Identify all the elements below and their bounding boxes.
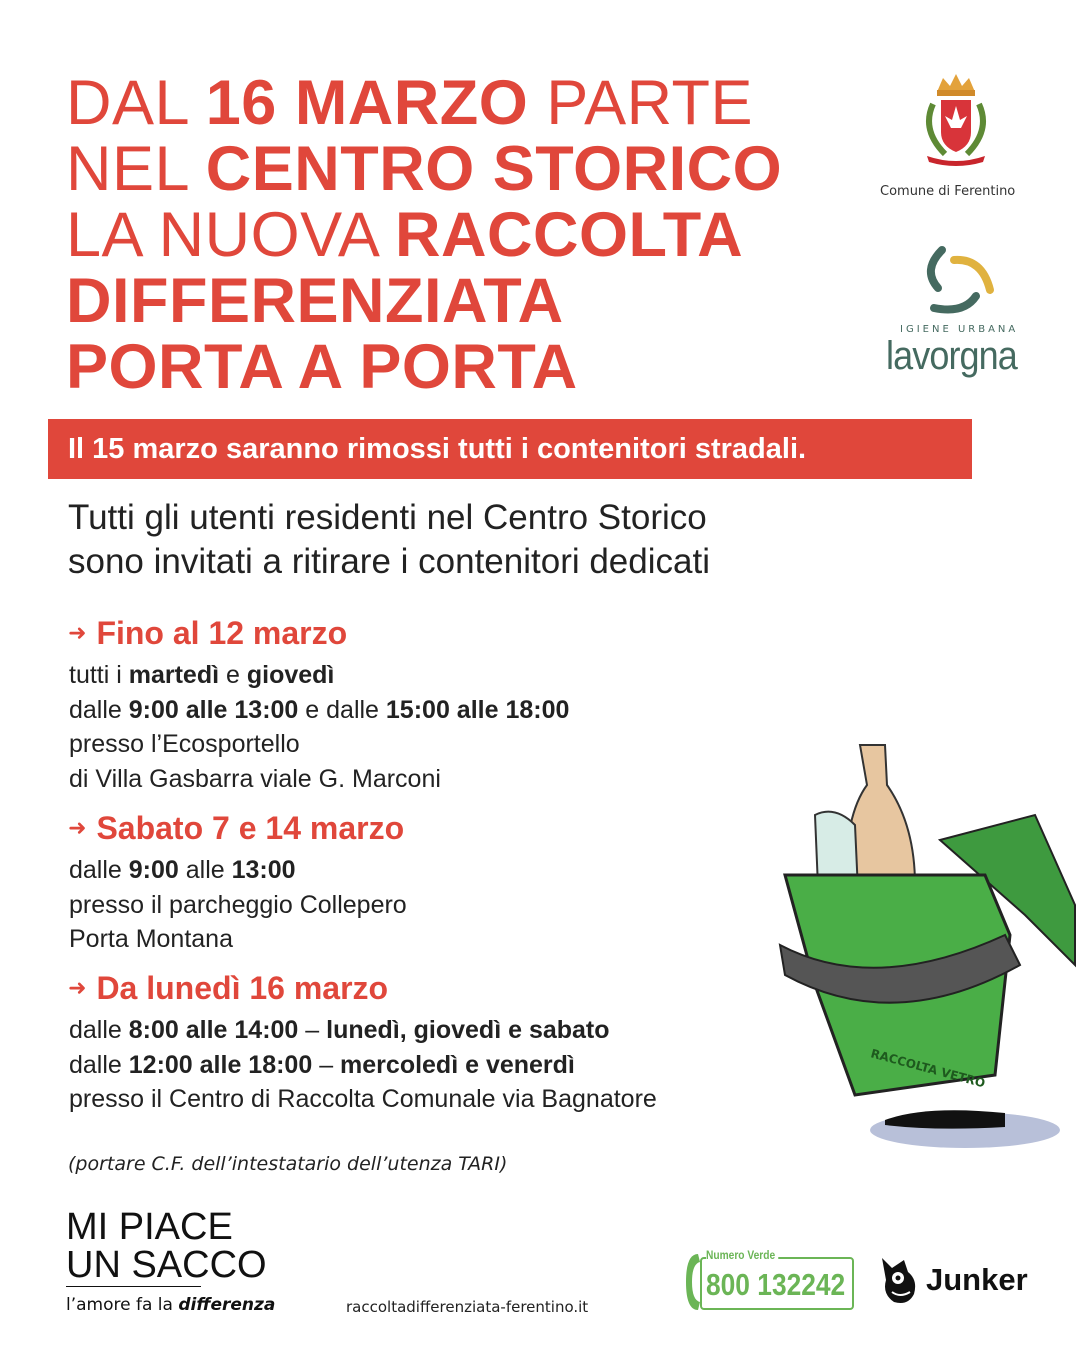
t: – bbox=[298, 1016, 327, 1044]
headline-text: DIFFERENZIATA bbox=[66, 266, 564, 336]
t: l’amore fa la bbox=[66, 1295, 179, 1315]
intro-text bbox=[68, 496, 710, 584]
t: mercoledì e venerdì bbox=[340, 1050, 575, 1079]
t: dalle bbox=[69, 1016, 129, 1044]
headline-text: LA NUOVA bbox=[66, 200, 395, 270]
slogan bbox=[66, 1208, 267, 1284]
headline-text: DAL bbox=[66, 68, 206, 138]
t: giovedì bbox=[246, 661, 335, 689]
t: 15:00 alle 18:00 bbox=[385, 695, 570, 724]
numero-verde-label: Numero Verde bbox=[706, 1248, 779, 1262]
t: – bbox=[312, 1050, 341, 1079]
headline-text: NEL bbox=[66, 134, 206, 204]
section-title bbox=[68, 969, 388, 1008]
headline-text: RACCOLTA bbox=[394, 200, 744, 270]
t: e bbox=[219, 661, 247, 689]
headline-text: CENTRO STORICO bbox=[205, 134, 783, 204]
divider bbox=[66, 1286, 201, 1287]
section-title bbox=[68, 614, 347, 653]
numero-verde-number: 800 132242 bbox=[706, 1267, 846, 1302]
lavorgna-subtitle: IGIENE URBANA bbox=[900, 324, 1019, 335]
t: 9:00 bbox=[128, 856, 179, 884]
intro-line: sono invitati a ritirare i contenitori dedicati bbox=[68, 542, 710, 581]
note: (portare C.F. dell’intestatario dell’utenza TARI) bbox=[68, 1153, 508, 1175]
headline-text: PORTA A PORTA bbox=[66, 332, 578, 402]
lavorgna-logo-mark bbox=[920, 246, 996, 322]
headline bbox=[66, 70, 782, 400]
slogan-line: MI PIACE bbox=[66, 1206, 233, 1248]
t: dalle bbox=[69, 856, 129, 884]
t: 12:00 alle 18:00 bbox=[128, 1050, 313, 1079]
tagline bbox=[66, 1295, 275, 1315]
section-details bbox=[69, 853, 407, 957]
slogan-line: UN SACCO bbox=[66, 1244, 267, 1286]
intro-line: Tutti gli utenti residenti nel Centro Storico bbox=[68, 498, 707, 537]
t: 8:00 alle 14:00 bbox=[128, 1016, 299, 1044]
location-line: presso l’Ecosportello bbox=[69, 730, 300, 758]
glass-bin-illustration bbox=[775, 735, 1080, 1155]
location-line: Porta Montana bbox=[69, 925, 233, 953]
t: dalle bbox=[69, 1050, 129, 1079]
t: 9:00 alle 13:00 bbox=[128, 695, 299, 724]
bin-label: RACCOLTA VETRO bbox=[869, 1046, 987, 1091]
t: differenza bbox=[178, 1295, 276, 1315]
t: e dalle bbox=[298, 695, 386, 724]
zebra-icon bbox=[878, 1254, 920, 1308]
t: lunedì, giovedì e sabato bbox=[326, 1016, 610, 1044]
removal-banner: Il 15 marzo saranno rimossi tutti i contenitori stradali. bbox=[48, 419, 972, 479]
t: tutti i bbox=[69, 661, 129, 689]
lavorgna-wordmark: lavorgna bbox=[886, 334, 1017, 378]
t: dalle bbox=[69, 695, 129, 724]
headline-date: 16 MARZO bbox=[205, 68, 529, 138]
section-details bbox=[69, 1013, 657, 1117]
headline-text: PARTE bbox=[528, 68, 754, 138]
location-line: presso il Centro di Raccolta Comunale via Bagnatore bbox=[69, 1085, 657, 1113]
arrow-icon: ➜ bbox=[68, 816, 87, 841]
location-line: di Villa Gasbarra viale G. Marconi bbox=[69, 764, 441, 793]
numero-verde[interactable] bbox=[684, 1248, 856, 1312]
location-line: presso il parcheggio Collepero bbox=[69, 890, 407, 919]
website-link[interactable]: raccoltadifferenziata-ferentino.it bbox=[346, 1298, 589, 1316]
arrow-icon: ➜ bbox=[68, 621, 87, 646]
comune-name: Comune di Ferentino bbox=[880, 184, 1016, 199]
section-title-text: Sabato 7 e 14 marzo bbox=[96, 810, 405, 846]
t: alle bbox=[178, 856, 232, 884]
section-title bbox=[68, 809, 404, 848]
section-title-text: Da lunedì 16 marzo bbox=[96, 970, 389, 1006]
arrow-icon: ➜ bbox=[68, 976, 87, 1001]
t: martedì bbox=[128, 661, 220, 689]
t: 13:00 bbox=[231, 856, 296, 884]
comune-crest-logo bbox=[915, 70, 997, 170]
section-details bbox=[69, 658, 569, 796]
section-title-text: Fino al 12 marzo bbox=[96, 615, 348, 651]
junker-logo: Junker bbox=[926, 1262, 1028, 1297]
